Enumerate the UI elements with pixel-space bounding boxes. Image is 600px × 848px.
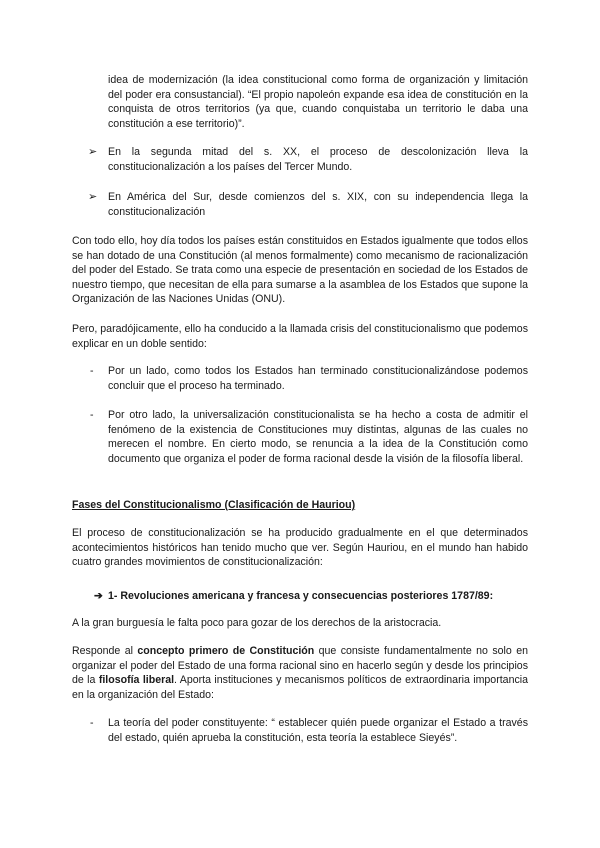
paragraph [72,526,528,570]
paragraph-text: Con todo ello, hoy día todos los países están constituidos en Estados igualmente que todos ellos se han dotado de una Constitución (al menos formalmente) como mecanismo de racionalización del poder del Estado. Se trata como una especie de presentación en sociedad de los Estados de nuestro tiempo, que necesitan de ella para sumarse a la asamblea de los Estados que supone la Organización de las Naciones Unidas (ONU). [72,235,528,306]
dash-bullet: - [90,409,94,421]
arrow-item-text: En la segunda mitad del s. XX, el proceso de descolonización lleva la constitucionalización a los países del Tercer Mundo. [108,146,528,173]
paragraph-text [72,644,528,702]
paragraph [72,234,528,307]
paragraph [72,616,528,631]
paragraph [72,644,528,702]
arrow-bullet-icon: ➢ [88,146,98,158]
dash-item-text: La teoría del poder constituyente: “ establecer quién puede organizar el Estado a través del estado, quién aprueba la constitución, esta teoría la establece Sieyés”. [108,717,528,744]
subsection-heading-text: 1- Revoluciones americana y francesa y consecuencias posteriores 1787/89: [108,590,494,602]
arrow-item-text: En América del Sur, desde comienzos del s. XIX, con su independencia llega la constitucionalización [108,191,528,218]
dash-list-item [90,716,528,745]
text-run: . Aporta instituciones y mecanismos políticos de extraordinaria importancia en la organización del Estado: [72,674,528,701]
paragraph-text: El proceso de constitucionalización se ha producido gradualmente en el que determinados acontecimientos históricos han tenido mucho que ver. Según Hauriou, en el mundo han habido cuatro grandes movimientos de constitucionalización: [72,527,528,569]
dash-list-item [90,364,528,393]
paragraph-text: Pero, paradójicamente, ello ha conducido a la llamada crisis del constitucionalismo que podemos explicar en un doble sentido: [72,323,528,350]
dash-bullet: - [90,717,94,729]
text-run: Responde al [72,645,138,657]
text-run: que consiste fundamentalmente no solo en organizar el poder del Estado de una forma racional sino en hacerlo según y desde los principios de la [72,645,528,687]
bold-term: filosofía liberal [98,674,175,687]
arrow-list-item [88,190,528,219]
dash-bullet: - [90,365,94,377]
dash-item-text: Por un lado, como todos los Estados han terminado constitucionalizándose podemos concluir que el proceso ha terminado. [108,365,528,392]
arrow-bullet-icon: ➢ [88,191,98,203]
paragraph [72,322,528,351]
paragraph-text: A la gran burguesía le falta poco para gozar de los derechos de la aristocracia. [72,617,442,629]
subsection-heading [94,589,493,604]
arrow-right-icon: ➔ [94,590,103,602]
arrow-list-item [88,145,528,174]
continuation-paragraph [108,73,528,131]
continuation-text: idea de modernización (la idea constitucional como forma de organización y limitación del poder era consustancial). “El propio napoleón expande esa idea de constitución en la conquista de otros territorios (ya que, cuando conquistaba un territorio le daba una constitución a ese territorio)”. [108,74,528,130]
section-heading: Fases del Constitucionalismo (Clasificación de Hauriou) [72,499,356,511]
bold-term: concepto primero de Constitución [137,645,315,657]
dash-list-item [90,408,528,466]
dash-item-text: Por otro lado, la universalización constitucionalista se ha hecho a costa de admitir el fenómeno de la existencia de Constituciones muy distintas, algunas de las cuales no merecen el nombre. En cierto modo, se renuncia a la idea de la Constitución como documento que organiza el poder de forma racional desde la visión de la filosofía liberal. [108,409,528,465]
